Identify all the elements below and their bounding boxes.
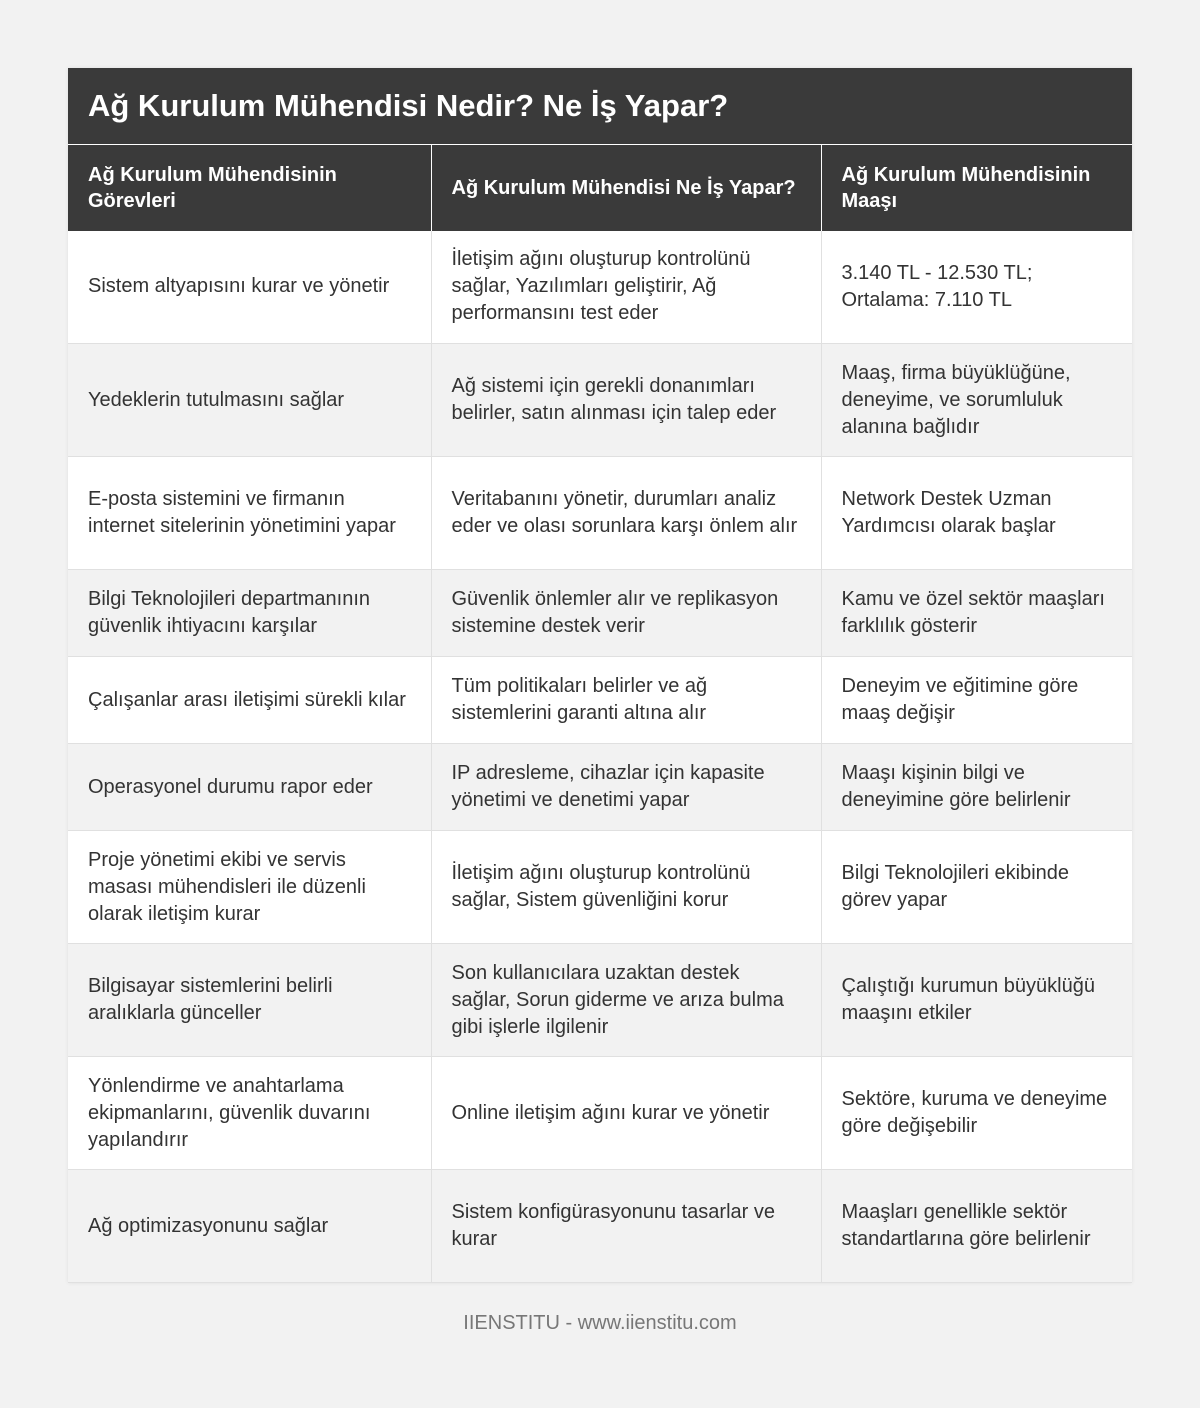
table-cell: Maaşları genellikle sektör standartlarına göre belirlenir [821,1170,1132,1283]
page-title: Ağ Kurulum Mühendisi Nedir? Ne İş Yapar? [68,68,1132,144]
table-row [68,744,1132,831]
table-row [68,1170,1132,1283]
column-header-salary: Ağ Kurulum Mühendisinin Maaşı [821,145,1132,231]
table-row [68,457,1132,570]
data-table [68,144,1132,1283]
table-cell: Kamu ve özel sektör maaşları farklılık gösterir [821,570,1132,657]
table-cell: Proje yönetimi ekibi ve servis masası mühendisleri ile düzenli olarak iletişim kurar [68,831,431,944]
table-cell: Güvenlik önlemler alır ve replikasyon sistemine destek verir [431,570,821,657]
table-cell: Network Destek Uzman Yardımcısı olarak başlar [821,457,1132,570]
table-cell: Operasyonel durumu rapor eder [68,744,431,831]
content-card [68,68,1132,1283]
table-cell: Son kullanıcılara uzaktan destek sağlar, Sorun giderme ve arıza bulma gibi işlerle ilgilenir [431,944,821,1057]
footer-credit: IIENSTITU - www.iienstitu.com [463,1312,737,1334]
column-header-what-they-do: Ağ Kurulum Mühendisi Ne İş Yapar? [431,145,821,231]
table-cell: IP adresleme, cihazlar için kapasite yönetimi ve denetimi yapar [431,744,821,831]
table-row [68,344,1132,457]
table-cell: Sistem konfigürasyonunu tasarlar ve kurar [431,1170,821,1283]
table-row [68,657,1132,744]
table-cell: Online iletişim ağını kurar ve yönetir [431,1057,821,1170]
table-cell: Deneyim ve eğitimine göre maaş değişir [821,657,1132,744]
table-cell: Maaş, firma büyüklüğüne, deneyime, ve sorumluluk alanına bağlıdır [821,344,1132,457]
table-cell: Yönlendirme ve anahtarlama ekipmanlarını, güvenlik duvarını yapılandırır [68,1057,431,1170]
table-cell: Bilgi Teknolojileri departmanının güvenlik ihtiyacını karşılar [68,570,431,657]
table-row [68,231,1132,344]
table-cell: Sektöre, kuruma ve deneyime göre değişebilir [821,1057,1132,1170]
table-cell: Yedeklerin tutulmasını sağlar [68,344,431,457]
table-cell: Maaşı kişinin bilgi ve deneyimine göre belirlenir [821,744,1132,831]
column-header-duties: Ağ Kurulum Mühendisinin Görevleri [68,145,431,231]
table-cell: 3.140 TL - 12.530 TL; Ortalama: 7.110 TL [821,231,1132,344]
table-cell: Bilgi Teknolojileri ekibinde görev yapar [821,831,1132,944]
table-row [68,944,1132,1057]
table-cell: Çalıştığı kurumun büyüklüğü maaşını etkiler [821,944,1132,1057]
table-cell: İletişim ağını oluşturup kontrolünü sağlar, Sistem güvenliğini korur [431,831,821,944]
table-header-row [68,145,1132,231]
table-cell: E-posta sistemini ve firmanın internet sitelerinin yönetimini yapar [68,457,431,570]
table-cell: Veritabanını yönetir, durumları analiz eder ve olası sorunlara karşı önlem alır [431,457,821,570]
table-cell: Çalışanlar arası iletişimi sürekli kılar [68,657,431,744]
table-cell: Ağ sistemi için gerekli donanımları belirler, satın alınması için talep eder [431,344,821,457]
table-cell: Ağ optimizasyonunu sağlar [68,1170,431,1283]
table-row [68,831,1132,944]
table-row [68,570,1132,657]
table-cell: Sistem altyapısını kurar ve yönetir [68,231,431,344]
table-row [68,1057,1132,1170]
table-cell: İletişim ağını oluşturup kontrolünü sağlar, Yazılımları geliştirir, Ağ performansını test eder [431,231,821,344]
table-cell: Bilgisayar sistemlerini belirli aralıklarla günceller [68,944,431,1057]
table-cell: Tüm politikaları belirler ve ağ sistemlerini garanti altına alır [431,657,821,744]
